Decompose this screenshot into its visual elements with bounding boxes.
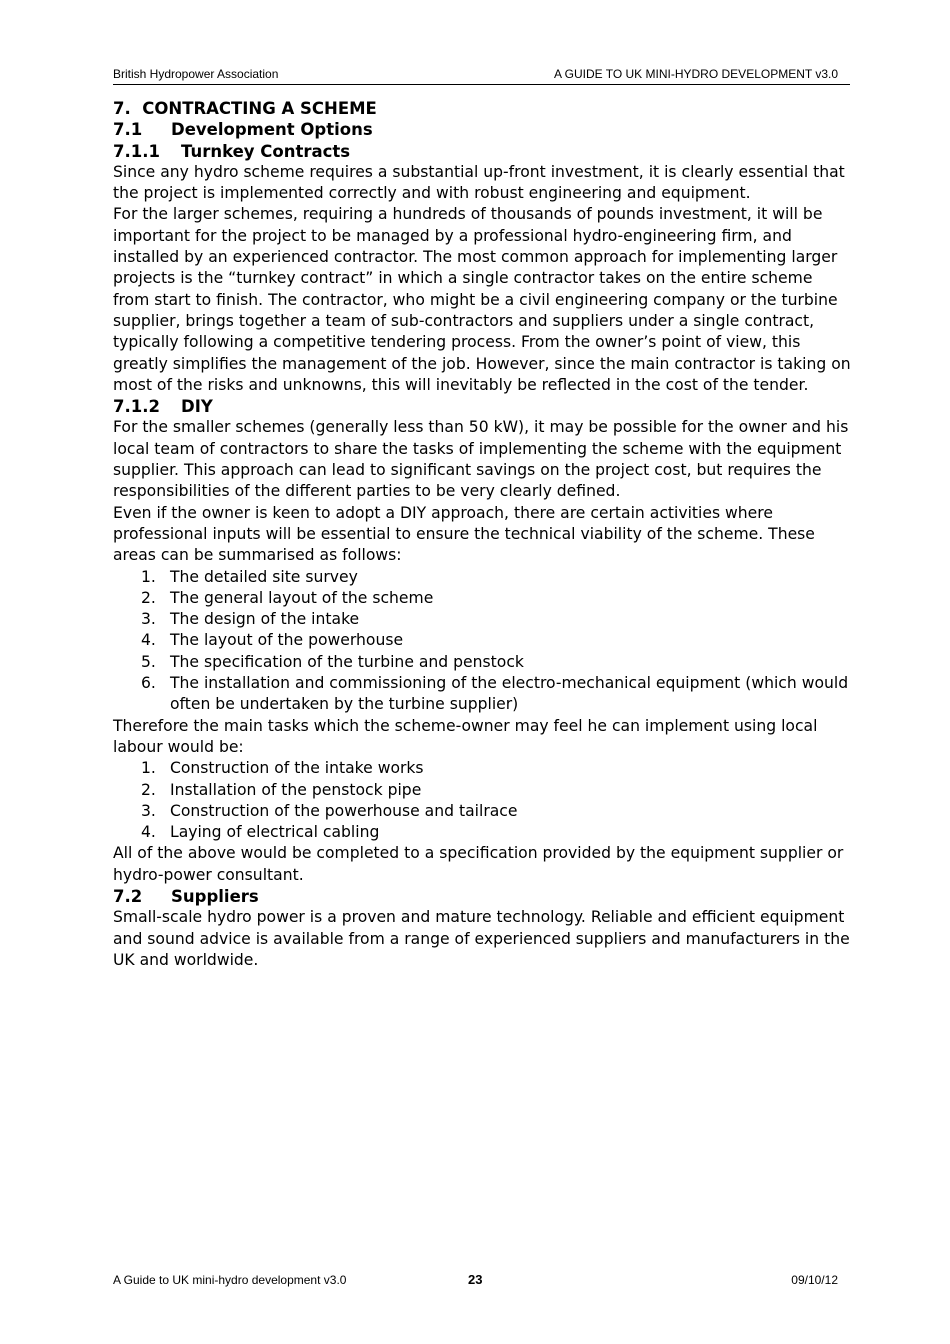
professional-activities-list — [113, 567, 853, 716]
header-document-title: A GUIDE TO UK MINI-HYDRO DEVELOPMENT v3.0 — [553, 67, 838, 81]
list-item-number: 3. — [141, 801, 156, 820]
list-item — [113, 567, 853, 588]
list-item-number: 2. — [141, 780, 156, 799]
section-heading — [113, 98, 853, 119]
diy-paragraph-3: Therefore the main tasks which the scheme-owner may feel he can implement using local labour would be: — [113, 716, 818, 756]
list-item-text: The detailed site survey — [170, 567, 358, 586]
running-header — [113, 67, 850, 85]
diy-paragraph-1: For the smaller schemes (generally less than 50 kW), it may be possible for the owner and his local team of contractors to share the tasks of implementing the scheme with the equipment supplier. This approach can lead to significant savings on the project cost, but requires the responsibilities of the different parties to be very clearly defined. — [113, 418, 849, 501]
list-item — [113, 673, 853, 716]
subsection-heading-development-options — [113, 119, 853, 140]
local-labour-tasks-list — [113, 758, 853, 843]
subsubsection-title: Turnkey Contracts — [181, 141, 351, 161]
page-content — [113, 98, 853, 971]
subsection-heading-suppliers — [113, 886, 853, 907]
page-number: 23 — [468, 1272, 483, 1287]
list-item-text: Installation of the penstock pipe — [170, 780, 422, 799]
footer-document-title: A Guide to UK mini-hydro development v3.0 — [113, 1273, 347, 1287]
list-item — [113, 801, 853, 822]
list-item — [113, 652, 853, 673]
list-item-number: 1. — [141, 567, 156, 586]
subsubsection-number: 7.1.1 — [113, 141, 160, 161]
running-footer — [113, 1272, 838, 1288]
list-item — [113, 822, 853, 843]
list-item-text: The layout of the powerhouse — [170, 631, 404, 650]
list-item — [113, 609, 853, 630]
list-item-number: 2. — [141, 588, 156, 607]
list-item — [113, 630, 853, 651]
subsection-title: Suppliers — [171, 886, 259, 906]
suppliers-paragraph-1: Small-scale hydro power is a proven and mature technology. Reliable and efficient equipment and sound advice is available from a range of experienced suppliers and manufacturers in the UK and worldwide. — [113, 908, 850, 969]
subsubsection-heading-turnkey — [113, 141, 853, 162]
subsection-number: 7.2 — [113, 886, 143, 906]
list-item-number: 6. — [141, 674, 156, 693]
list-item-number: 1. — [141, 759, 156, 778]
footer-date: 09/10/12 — [791, 1273, 838, 1287]
turnkey-paragraph-1: Since any hydro scheme requires a substantial up-front investment, it is clearly essential that the project is implemented correctly and with robust engineering and equipment. — [113, 162, 845, 203]
list-item — [113, 758, 853, 779]
list-item-number: 4. — [141, 631, 156, 650]
list-item-text: The general layout of the scheme — [170, 588, 434, 607]
list-item — [113, 588, 853, 609]
subsubsection-title: DIY — [181, 397, 213, 417]
section-title: CONTRACTING A SCHEME — [142, 99, 377, 118]
list-item — [113, 780, 853, 801]
diy-paragraph-4: All of the above would be completed to a specification provided by the equipment supplier or hydro-power consultant. — [113, 844, 844, 884]
list-item-text: Laying of electrical cabling — [170, 823, 380, 842]
turnkey-paragraph-2: For the larger schemes, requiring a hundreds of thousands of pounds investment, it will be important for the project to be managed by a professional hydro-engineering firm, and installed by an experienced contractor. The most common approach for implementing larger projects is the “turnkey contract” in which a single contractor takes on the entire scheme from start to finish. The contractor, who might be a civil engineering company or the turbine supplier, brings together a team of sub-contractors and suppliers under a single contract, typically following a competitive tendering process. From the owner’s point of view, this greatly simplifies the management of the job. However, since the main contractor is taking on most of the risks and unknowns, this will inevitably be reflected in the cost of the tender. — [113, 205, 851, 394]
list-item-number: 5. — [141, 652, 156, 671]
subsection-number: 7.1 — [113, 120, 143, 140]
header-organization: British Hydropower Association — [113, 67, 279, 81]
subsubsection-number: 7.1.2 — [113, 397, 160, 417]
list-item-number: 4. — [141, 823, 156, 842]
list-item-text: Construction of the intake works — [170, 759, 424, 778]
list-item-text: Construction of the powerhouse and tailrace — [170, 801, 518, 820]
section-number: 7. — [113, 99, 131, 118]
list-item-number: 3. — [141, 610, 156, 629]
list-item-text: The installation and commissioning of the electro-mechanical equipment (which would often be undertaken by the turbine supplier) — [170, 674, 849, 714]
list-item-text: The design of the intake — [170, 610, 360, 629]
subsection-title: Development Options — [171, 120, 373, 140]
diy-paragraph-2: Even if the owner is keen to adopt a DIY approach, there are certain activities where professional inputs will be essential to ensure the technical viability of the scheme. These areas can be summarised as follows: — [113, 503, 815, 565]
subsubsection-heading-diy — [113, 396, 853, 417]
list-item-text: The specification of the turbine and penstock — [170, 652, 524, 671]
